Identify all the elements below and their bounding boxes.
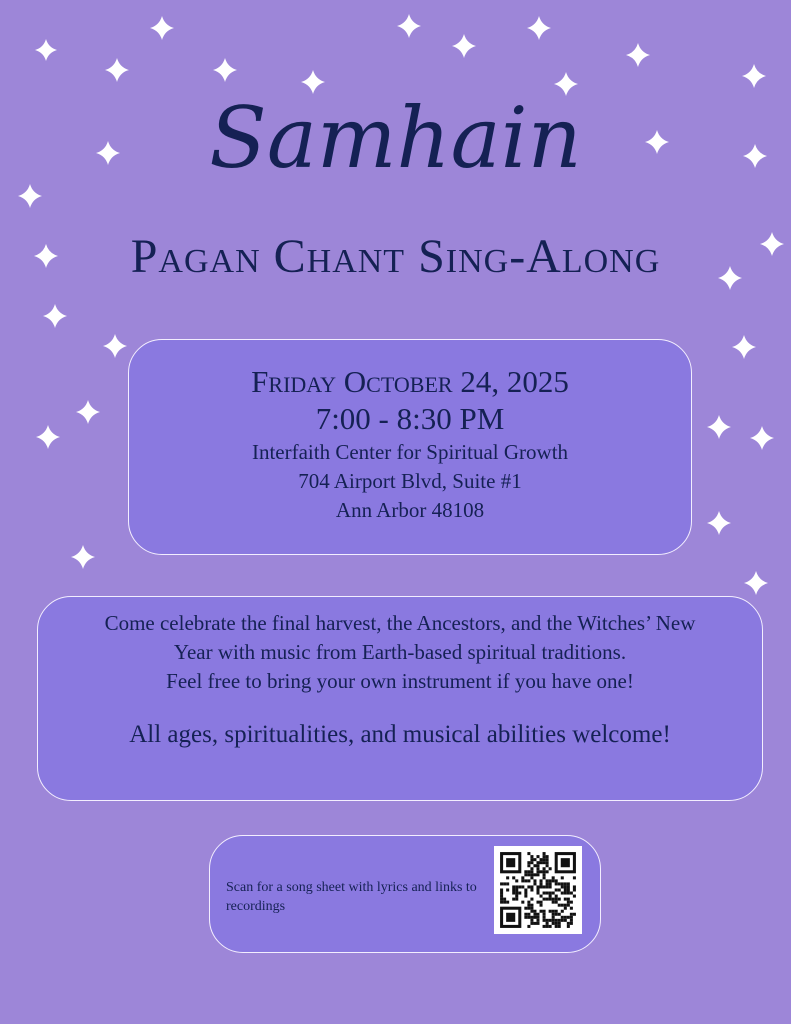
sparkle-star-icon	[452, 34, 476, 58]
sparkle-star-icon	[744, 571, 768, 595]
description-box	[37, 596, 763, 801]
qr-box	[209, 835, 601, 953]
sparkle-star-icon	[71, 545, 95, 569]
sparkle-star-icon	[626, 43, 650, 67]
description-line-2: Year with music from Earth-based spiritual traditions.	[173, 640, 627, 664]
sparkle-star-icon	[150, 16, 174, 40]
sparkle-star-icon	[105, 58, 129, 82]
description-line-1: Come celebrate the final harvest, the Ancestors, and the Witches’ New	[104, 611, 696, 635]
sparkle-star-icon	[527, 16, 551, 40]
event-city: Ann Arbor 48108	[335, 498, 485, 522]
event-time: 7:00 - 8:30 PM	[315, 401, 505, 436]
sparkle-star-icon	[707, 415, 731, 439]
sparkle-star-icon	[213, 58, 237, 82]
sparkle-star-icon	[750, 426, 774, 450]
event-address: 704 Airport Blvd, Suite #1	[298, 469, 522, 493]
event-date: Friday October 24, 2025	[251, 364, 569, 399]
sparkle-star-icon	[732, 335, 756, 359]
sparkle-star-icon	[36, 425, 60, 449]
qr-caption: Scan for a song sheet with lyrics and links to recordings	[226, 880, 477, 914]
sparkle-star-icon	[707, 511, 731, 535]
welcome-message: All ages, spiritualities, and musical abilities welcome!	[129, 721, 671, 748]
event-venue: Interfaith Center for Spiritual Growth	[251, 440, 569, 464]
page-title: Samhain	[209, 89, 582, 187]
sparkle-star-icon	[103, 334, 127, 358]
page-subtitle: Pagan Chant Sing-Along	[130, 230, 661, 283]
sparkle-star-icon	[35, 39, 57, 61]
sparkle-star-icon	[43, 304, 67, 328]
description-line-3: Feel free to bring your own instrument if you have one!	[166, 669, 634, 693]
sparkle-star-icon	[742, 64, 766, 88]
event-details-box	[128, 339, 692, 555]
sparkle-star-icon	[76, 400, 100, 424]
sparkle-star-icon	[397, 14, 421, 38]
qr-code-icon[interactable]	[494, 846, 582, 934]
